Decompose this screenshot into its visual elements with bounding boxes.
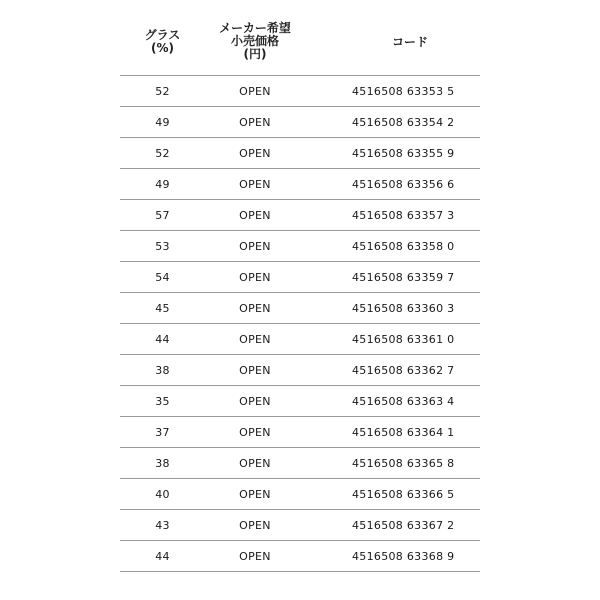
code-cell: 4516508 63365 8 [352,457,455,470]
price-cell: OPEN [239,457,271,470]
glass-cell: 38 [155,457,170,470]
table-row [120,417,480,448]
code-cell: 4516508 63358 0 [352,240,455,253]
code-cell: 4516508 63356 6 [352,178,455,191]
price-cell: OPEN [239,488,271,501]
code-cell: 4516508 63361 0 [352,333,455,346]
table-row [120,386,480,417]
code-cell: 4516508 63359 7 [352,271,455,284]
glass-cell: 35 [155,395,170,408]
price-cell: OPEN [239,364,271,377]
glass-cell: 44 [155,333,170,346]
glass-cell: 40 [155,488,170,501]
table-row [120,448,480,479]
table-row [120,231,480,262]
code-cell: 4516508 63354 2 [352,116,455,129]
code-cell: 4516508 63364 1 [352,426,455,439]
price-cell: OPEN [239,209,271,222]
glass-cell: 52 [155,147,170,160]
glass-cell: 53 [155,240,170,253]
glass-cell: 43 [155,519,170,532]
header-price [210,22,300,61]
glass-cell: 37 [155,426,170,439]
price-cell: OPEN [239,333,271,346]
glass-cell: 49 [155,178,170,191]
code-cell: 4516508 63362 7 [352,364,455,377]
table-row [120,293,480,324]
table-row [120,479,480,510]
code-cell: 4516508 63368 9 [352,550,455,563]
glass-cell: 45 [155,302,170,315]
table-row [120,324,480,355]
header-code: コード [391,35,428,49]
price-cell: OPEN [239,550,271,563]
code-cell: 4516508 63366 5 [352,488,455,501]
table-row [120,262,480,293]
glass-cell: 44 [155,550,170,563]
table-header [120,0,480,76]
table-row [120,169,480,200]
price-cell: OPEN [239,271,271,284]
glass-cell: 49 [155,116,170,129]
price-cell: OPEN [239,178,271,191]
header-glass-line: グラス [144,28,181,42]
price-cell: OPEN [239,426,271,439]
code-cell: 4516508 63355 9 [352,147,455,160]
price-cell: OPEN [239,85,271,98]
header-price-line: 小売価格 [230,34,279,48]
header-glass-unit: (%) [151,41,174,55]
table-row [120,200,480,231]
price-cell: OPEN [239,302,271,315]
table-row [120,76,480,107]
table-row [120,107,480,138]
glass-cell: 52 [155,85,170,98]
price-cell: OPEN [239,147,271,160]
glass-cell: 38 [155,364,170,377]
glass-cell: 54 [155,271,170,284]
code-cell: 4516508 63353 5 [352,85,455,98]
code-cell: 4516508 63357 3 [352,209,455,222]
glass-cell: 57 [155,209,170,222]
header-price-unit: (円) [243,47,267,61]
table-body [120,76,480,572]
code-cell: 4516508 63360 3 [352,302,455,315]
price-cell: OPEN [239,519,271,532]
price-cell: OPEN [239,116,271,129]
price-cell: OPEN [239,395,271,408]
product-table [120,0,480,572]
table-row [120,510,480,541]
table-row [120,138,480,169]
table-row [120,355,480,386]
price-cell: OPEN [239,240,271,253]
header-glass [120,29,205,55]
code-cell: 4516508 63367 2 [352,519,455,532]
header-price-line: メーカー希望 [219,21,291,35]
table-row [120,541,480,572]
code-cell: 4516508 63363 4 [352,395,455,408]
